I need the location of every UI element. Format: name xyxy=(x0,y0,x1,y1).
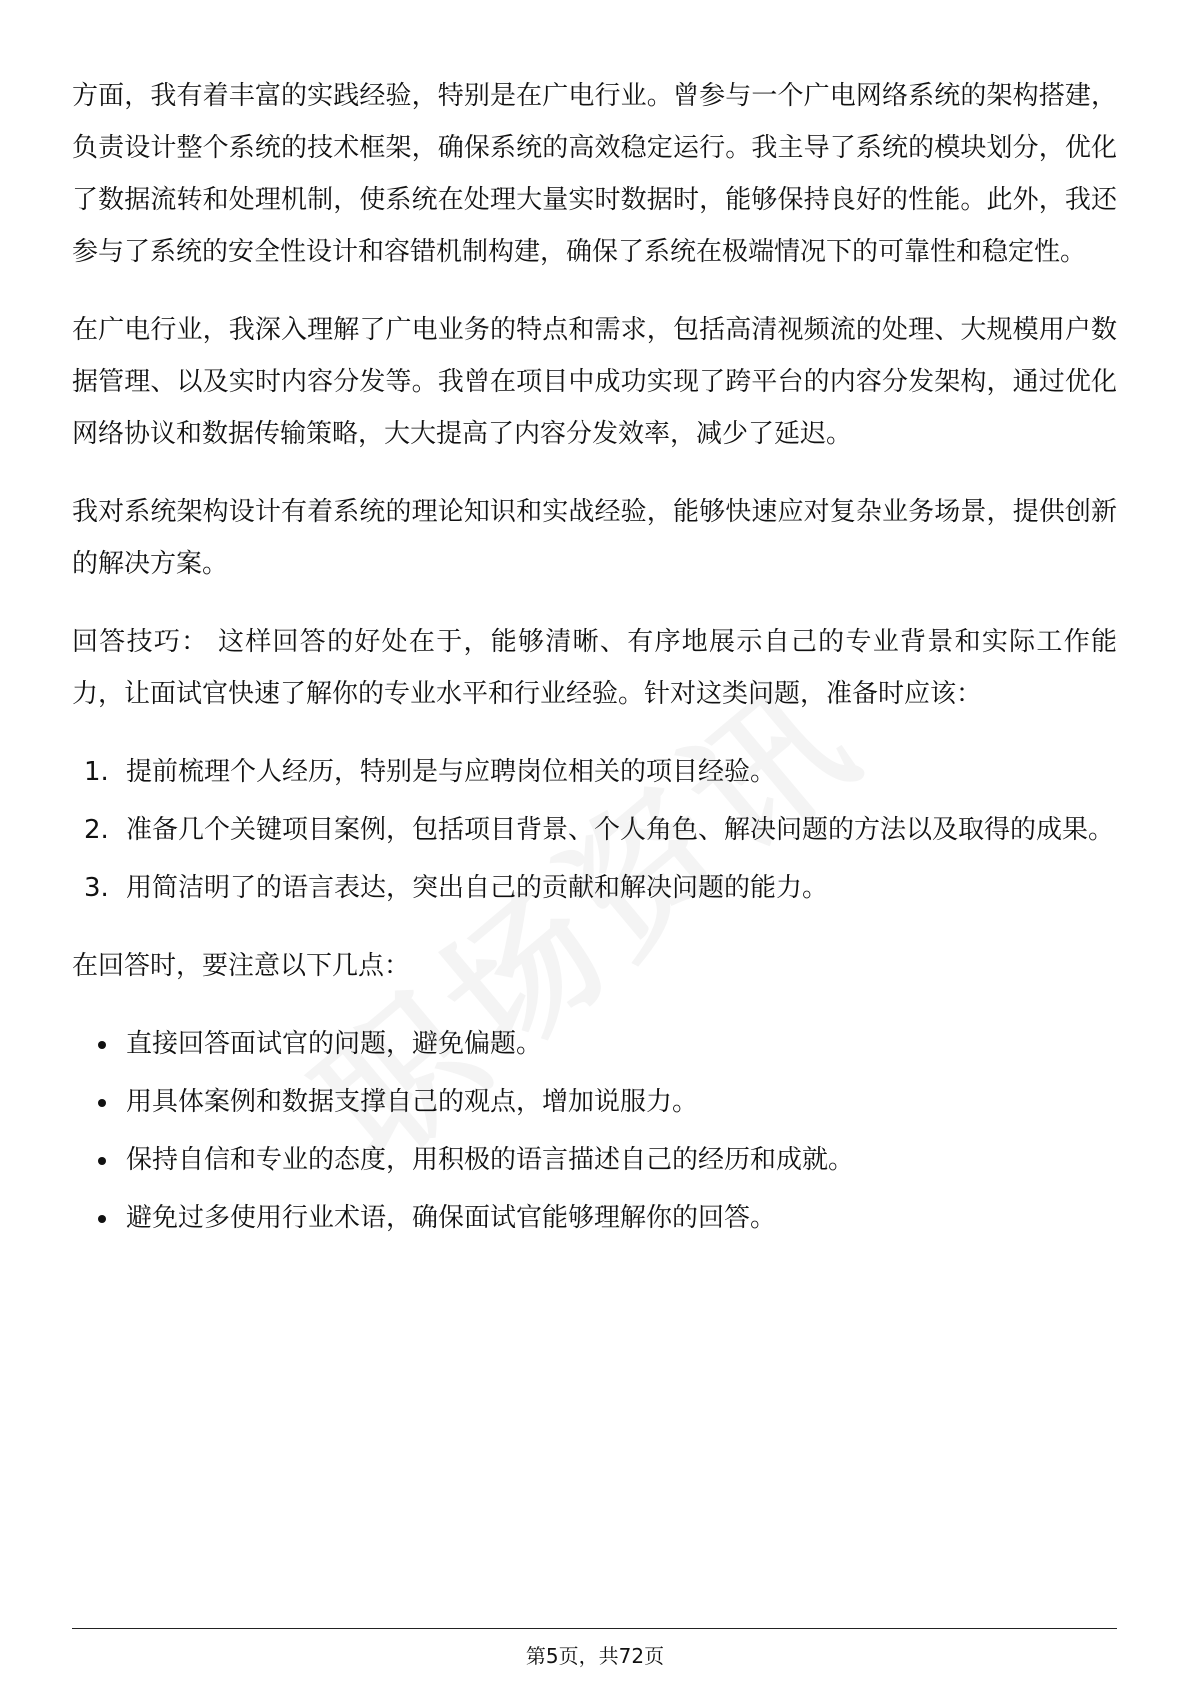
bullet-icon xyxy=(98,1041,106,1049)
preparation-steps-list xyxy=(72,746,1117,914)
bullet-icon xyxy=(98,1099,106,1107)
list-item xyxy=(72,804,1117,856)
bullet-icon xyxy=(98,1215,106,1223)
page-number: 第5页，共72页 xyxy=(525,1644,665,1668)
notes-bullet-list xyxy=(72,1018,1117,1244)
paragraph-answer-tips: 回答技巧： 这样回答的好处在于，能够清晰、有序地展示自己的专业背景和实际工作能力，让面试官快速了解你的专业水平和行业经验。针对这类问题，准备时应该： xyxy=(72,627,1117,709)
list-item-text: 提前梳理个人经历，特别是与应聘岗位相关的项目经验。 xyxy=(126,757,777,787)
list-number: 1. xyxy=(84,757,109,787)
list-item-text: 保持自信和专业的态度，用积极的语言描述自己的经历和成就。 xyxy=(126,1145,855,1175)
list-number: 2. xyxy=(84,815,109,845)
list-item xyxy=(72,1018,1117,1070)
paragraph-experience: 方面，我有着丰富的实践经验，特别是在广电行业。曾参与一个广电网络系统的架构搭建，负责设计整个系统的技术框架，确保系统的高效稳定运行。我主导了系统的模块划分，优化了数据流转和处理机制，使系统在处理大量实时数据时，能够保持良好的性能。此外，我还参与了系统的安全性设计和容错机制构建，确保了系统在极端情况下的可靠性和稳定性。 xyxy=(72,81,1117,267)
list-item xyxy=(72,862,1117,914)
paragraph-notes-intro: 在回答时，要注意以下几点： xyxy=(72,951,411,981)
list-item xyxy=(72,746,1117,798)
paragraph-broadcast-industry: 在广电行业，我深入理解了广电业务的特点和需求，包括高清视频流的处理、大规模用户数据管理、以及实时内容分发等。我曾在项目中成功实现了跨平台的内容分发架构，通过优化网络协议和数据传输策略，大大提高了内容分发效率，减少了延迟。 xyxy=(72,315,1117,449)
list-item-text: 准备几个关键项目案例，包括项目背景、个人角色、解决问题的方法以及取得的成果。 xyxy=(126,815,1115,845)
list-item-text: 直接回答面试官的问题，避免偏题。 xyxy=(126,1029,543,1059)
document-body xyxy=(72,70,1117,1270)
list-item xyxy=(72,1192,1117,1244)
list-item-text: 用简洁明了的语言表达，突出自己的贡献和解决问题的能力。 xyxy=(126,873,829,903)
list-number: 3. xyxy=(84,873,109,903)
paragraph-architecture-skills: 我对系统架构设计有着系统的理论知识和实战经验，能够快速应对复杂业务场景，提供创新的解决方案。 xyxy=(72,497,1117,579)
list-item-text: 避免过多使用行业术语，确保面试官能够理解你的回答。 xyxy=(126,1203,777,1233)
list-item xyxy=(72,1076,1117,1128)
footer-divider xyxy=(72,1628,1117,1629)
list-item-text: 用具体案例和数据支撑自己的观点，增加说服力。 xyxy=(126,1087,699,1117)
bullet-icon xyxy=(98,1157,106,1165)
list-item xyxy=(72,1134,1117,1186)
